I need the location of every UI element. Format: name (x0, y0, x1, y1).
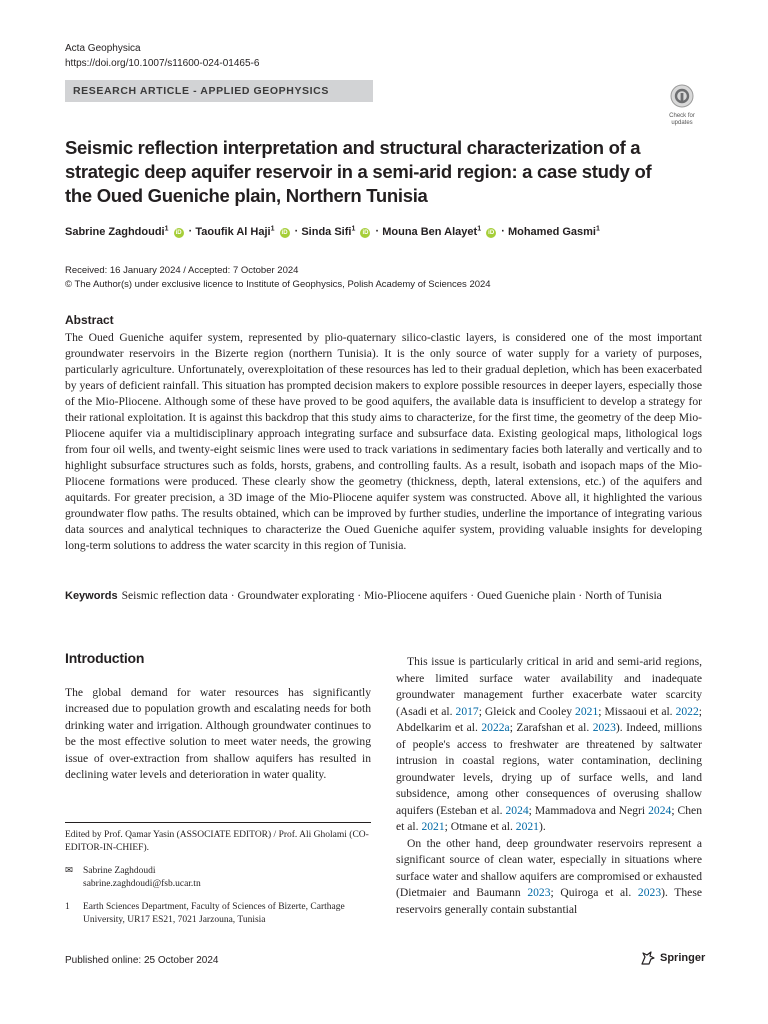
intro-paragraph-2: This issue is particularly critical in arid and semi-arid regions, where limited surface water availability and inadequate groundwater management further exacerbate water scarcity (Asadi et al. 2017; Gleick and Cooley 2021; Missaoui et al. 2022; Abdelkarim et al. 2022a; Zarafshan et al. 2023). Indeed, millions of people's access to freshwater are threatened by saltwater intrusion in coastal regions, water contamination, declining groundwater levels, drying up of surface wells, and land subsidence, among other consequences of overusing shallow aquifers (Esteban et al. 2024; Mammadova and Negri 2024; Chen et al. 2021; Otmane et al. 2021). (396, 655, 702, 833)
article-title: Seismic reflection interpretation and structural characterization of a strategic deep aquifer reservoir in a semi-arid region: a case study of the Oued Gueniche plain, Northern Tunisia (65, 137, 652, 206)
received-accepted: Received: 16 January 2024 / Accepted: 7 October 2024 (65, 265, 299, 276)
keywords-text: Seismic reflection data · Groundwater explorating · Mio-Pliocene aquifers · Oued Gueniche plain · North of Tunisia (121, 589, 662, 602)
author-2[interactable]: Taoufik Al Haji$^1$ (195, 225, 275, 238)
orcid-icon[interactable]: iD (362, 229, 369, 236)
published-date: Published online: 25 October 2024 (65, 955, 219, 966)
keywords-label: Keywords (65, 590, 118, 602)
journal-header (65, 41, 259, 71)
journal-name: Acta Geophysica (65, 43, 141, 54)
orcid-icon[interactable]: iD (488, 229, 495, 236)
author-3[interactable]: Sinda Sifi$^1$ (301, 225, 356, 238)
orcid-icon[interactable]: iD (281, 229, 288, 236)
author-separator: · (188, 225, 193, 238)
citation-link[interactable]: 2023 (527, 886, 551, 899)
author-1[interactable]: Sabrine Zaghdoudi$^1$ (65, 225, 169, 238)
introduction-heading: Introduction (65, 650, 145, 666)
author-5[interactable]: Mohamed Gasmi$^1$ (507, 225, 600, 238)
editor-note: Edited by Prof. Qamar Yasin (ASSOCIATE EDITOR) / Prof. Ali Gholami (CO-EDITOR-IN-CHIEF). (65, 830, 369, 853)
affiliation-note (65, 901, 371, 927)
affiliation-text: Earth Sciences Department, Faculty of Sciences of Bizerte, Carthage University, UR17 ES21, 7021 Jarzouna, Tunisia (83, 902, 345, 925)
footnote-rule (65, 822, 371, 823)
check-badge-line2: updates (671, 120, 693, 126)
publisher-logo (640, 951, 705, 965)
abstract-heading: Abstract (65, 313, 114, 327)
contact-name: Sabrine Zaghdoudi (83, 866, 156, 876)
check-badge-line1: Check for (669, 113, 695, 119)
affiliation-number: 1 (65, 902, 70, 912)
article-type-banner: RESEARCH ARTICLE - APPLIED GEOPHYSICS (65, 80, 373, 102)
left-column (65, 650, 371, 784)
doi-link[interactable]: https://doi.org/10.1007/s11600-024-01465-6 (65, 58, 260, 69)
right-column (396, 654, 702, 918)
springer-horse-icon (640, 951, 656, 965)
citation-link[interactable]: 2022a (481, 721, 510, 734)
citation-link[interactable]: 2024 (648, 803, 672, 817)
intro-paragraph-1: The global demand for water resources has significantly increased due to population growth and escalating needs for both drinking water and irrigation. Although groundwater continues to be the most effective solution to meet water needs, the growing issue of over-extraction from shallow aquifers has resulted in declining water levels and deterioration in water quality. (65, 685, 371, 781)
check-for-updates-badge[interactable] (662, 84, 702, 124)
contact-email[interactable]: sabrine.zaghdoudi@fsb.ucar.tn (83, 879, 201, 889)
citation-link[interactable]: 2021 (421, 820, 445, 833)
author-separator: · (375, 225, 380, 238)
publisher-name: Springer (660, 952, 706, 964)
citation-link[interactable]: 2023 (592, 721, 616, 734)
check-for-updates-icon (670, 84, 694, 108)
author-separator: · (294, 225, 299, 238)
contact-author (65, 865, 371, 891)
intro-paragraph-3: On the other hand, deep groundwater reservoirs represent a significant source of clean water, especially in situations where surface water and shallow aquifers are compromised or exhausted (Dietmaier and Baumann 2023; Quiroga et al. 2023). These reservoirs generally contain substantial (396, 836, 702, 916)
article-dates (65, 264, 491, 292)
author-separator: · (501, 225, 505, 238)
author-4[interactable]: Mouna Ben Alayet$^1$ (382, 225, 482, 238)
envelope-icon: ✉ (65, 866, 73, 876)
citation-link[interactable]: 2021 (515, 820, 539, 833)
author-list (65, 225, 705, 238)
orcid-icon[interactable]: iD (175, 229, 182, 236)
citation-link[interactable]: 2024 (505, 803, 529, 817)
keywords (65, 588, 702, 604)
citation-link[interactable]: 2021 (575, 704, 599, 718)
citation-link[interactable]: 2022 (675, 704, 699, 718)
citation-link[interactable]: 2023 (637, 886, 662, 899)
copyright: © The Author(s) under exclusive licence to Institute of Geophysics, Polish Academy of Sciences 2024 (65, 279, 491, 290)
footnotes (65, 822, 371, 927)
abstract-text: The Oued Gueniche aquifer system, represented by plio-quaternary silico-clastic layers, is considered one of the most important groundwater reservoirs in the Bizerte region (northern Tunisia). It is the only source of water supply for a variety of purposes, particularly agriculture. Unfortunately, overexploitation of these resources has led to their gradual depletion, which has been exacerbated by years of deficient rainfall. This situation has prompted decision makers to explore possible resources in deeper layers, especially those of the Mio-Pliocene. Although some of these have proved to be good aquifers, the available data is insufficient to develop a strategy for their rational exploitation. It is against this backdrop that this study aims to characterize, for the first time, the geometry of the deep Mio-Pliocene aquifer via a multidisciplinary approach integrating surface and subsurface data. Existing geological maps, lithological logs from four oil wells, and twenty-eight seismic lines were used to track variations in sedimentary facies both laterally and vertically and to highlight subsurface structures such as folds, horsts, grabens, and controlling faults. As a result, isobath and isopach maps of the Mio-Pliocene formations were produced. These clearly show the geometry (thickness, depth, lateral extensions, etc.) of the aquifers and aquitards. For greater precision, a 3D image of the Mio-Pliocene aquifer system was constructed. Above all, it highlighted the various groundwater flow paths. The results obtained, which can be improved by further studies, underline the importance of integrating various data sources and analytical techniques to characterize the Oued Gueniche aquifer system, providing valuable insights for developing long-term solutions to address the water scarcity in this region of Tunisia. (65, 331, 702, 552)
citation-link[interactable]: 2017 (455, 704, 479, 718)
